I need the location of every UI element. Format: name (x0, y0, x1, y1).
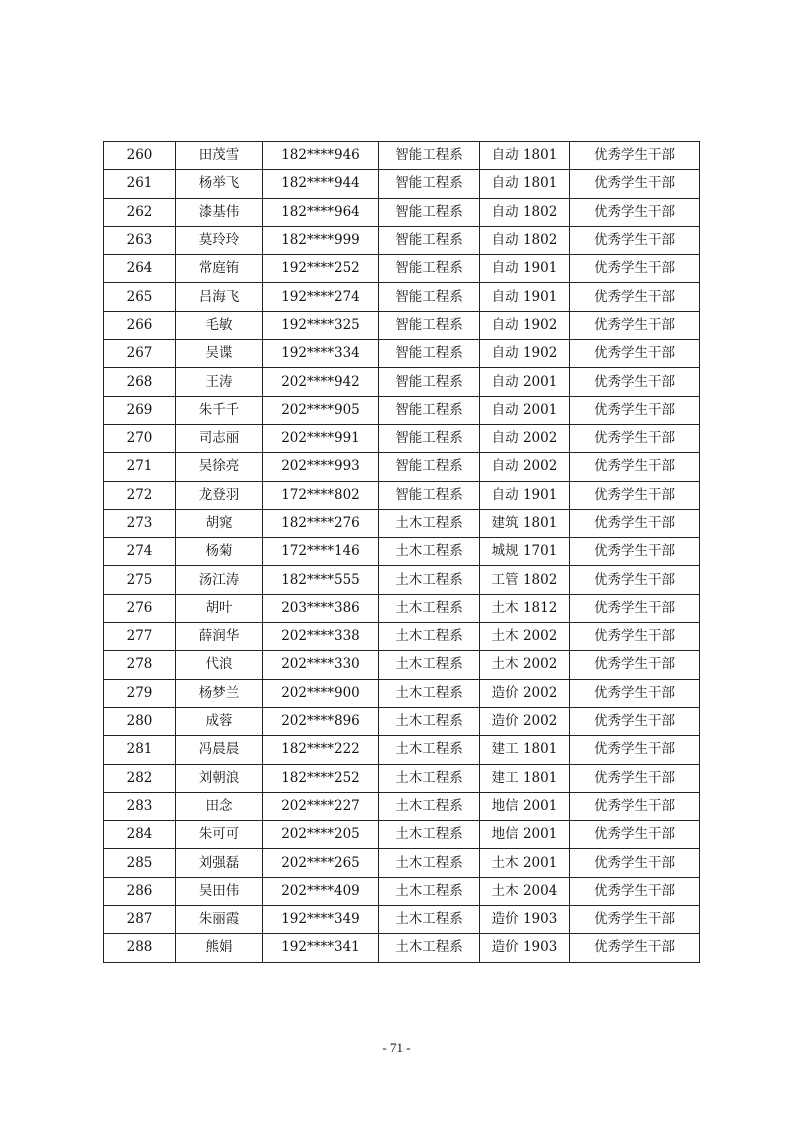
department-cell: 土木工程系 (379, 594, 480, 622)
index-cell: 276 (104, 594, 176, 622)
award-table (103, 141, 700, 963)
student-id-cell: 182****964 (263, 198, 379, 226)
award-cell: 优秀学生干部 (570, 453, 700, 481)
index-cell: 275 (104, 566, 176, 594)
student-id-cell: 182****276 (263, 509, 379, 537)
award-cell: 优秀学生干部 (570, 623, 700, 651)
table-row (104, 792, 700, 820)
student-id-cell: 202****265 (263, 849, 379, 877)
class-cell: 自动 2002 (480, 424, 570, 452)
index-cell: 260 (104, 142, 176, 170)
class-cell: 建筑 1801 (480, 509, 570, 537)
department-cell: 土木工程系 (379, 821, 480, 849)
name-cell: 漆基伟 (176, 198, 263, 226)
table-row (104, 906, 700, 934)
department-cell: 智能工程系 (379, 142, 480, 170)
department-cell: 土木工程系 (379, 679, 480, 707)
student-id-cell: 202****905 (263, 396, 379, 424)
department-cell: 土木工程系 (379, 849, 480, 877)
name-cell: 田茂雪 (176, 142, 263, 170)
name-cell: 代浪 (176, 651, 263, 679)
class-cell: 地信 2001 (480, 792, 570, 820)
class-cell: 土木 1812 (480, 594, 570, 622)
table-row (104, 226, 700, 254)
department-cell: 智能工程系 (379, 340, 480, 368)
class-cell: 建工 1801 (480, 764, 570, 792)
index-cell: 285 (104, 849, 176, 877)
student-id-cell: 182****555 (263, 566, 379, 594)
class-cell: 土木 2004 (480, 877, 570, 905)
student-id-cell: 202****896 (263, 707, 379, 735)
student-id-cell: 192****341 (263, 934, 379, 962)
name-cell: 刘强磊 (176, 849, 263, 877)
class-cell: 造价 2002 (480, 707, 570, 735)
award-cell: 优秀学生干部 (570, 906, 700, 934)
award-cell: 优秀学生干部 (570, 142, 700, 170)
table-row (104, 764, 700, 792)
index-cell: 277 (104, 623, 176, 651)
class-cell: 自动 1801 (480, 170, 570, 198)
award-cell: 优秀学生干部 (570, 509, 700, 537)
department-cell: 土木工程系 (379, 934, 480, 962)
table-row (104, 566, 700, 594)
table-body (104, 142, 700, 963)
department-cell: 智能工程系 (379, 170, 480, 198)
award-cell: 优秀学生干部 (570, 792, 700, 820)
class-cell: 自动 2001 (480, 368, 570, 396)
name-cell: 薛润华 (176, 623, 263, 651)
table-row (104, 198, 700, 226)
name-cell: 吕海飞 (176, 283, 263, 311)
index-cell: 284 (104, 821, 176, 849)
table-row (104, 170, 700, 198)
student-id-cell: 202****900 (263, 679, 379, 707)
index-cell: 274 (104, 538, 176, 566)
index-cell: 270 (104, 424, 176, 452)
name-cell: 莫玲玲 (176, 226, 263, 254)
student-id-cell: 192****325 (263, 311, 379, 339)
table-row (104, 283, 700, 311)
award-cell: 优秀学生干部 (570, 538, 700, 566)
name-cell: 刘朝浪 (176, 764, 263, 792)
award-cell: 优秀学生干部 (570, 255, 700, 283)
award-cell: 优秀学生干部 (570, 679, 700, 707)
department-cell: 土木工程系 (379, 764, 480, 792)
class-cell: 自动 1902 (480, 311, 570, 339)
name-cell: 毛敏 (176, 311, 263, 339)
index-cell: 287 (104, 906, 176, 934)
class-cell: 造价 1903 (480, 934, 570, 962)
department-cell: 土木工程系 (379, 566, 480, 594)
class-cell: 土木 2001 (480, 849, 570, 877)
index-cell: 288 (104, 934, 176, 962)
table-row (104, 396, 700, 424)
student-id-cell: 203****386 (263, 594, 379, 622)
index-cell: 286 (104, 877, 176, 905)
table-row (104, 651, 700, 679)
student-id-cell: 202****227 (263, 792, 379, 820)
award-cell: 优秀学生干部 (570, 170, 700, 198)
award-cell: 优秀学生干部 (570, 481, 700, 509)
index-cell: 283 (104, 792, 176, 820)
department-cell: 土木工程系 (379, 877, 480, 905)
department-cell: 智能工程系 (379, 255, 480, 283)
table-row (104, 934, 700, 962)
table-row (104, 877, 700, 905)
table-row (104, 340, 700, 368)
department-cell: 智能工程系 (379, 453, 480, 481)
name-cell: 胡叶 (176, 594, 263, 622)
award-cell: 优秀学生干部 (570, 424, 700, 452)
award-cell: 优秀学生干部 (570, 311, 700, 339)
class-cell: 自动 1901 (480, 255, 570, 283)
class-cell: 造价 1903 (480, 906, 570, 934)
department-cell: 智能工程系 (379, 311, 480, 339)
class-cell: 土木 2002 (480, 651, 570, 679)
table-row (104, 538, 700, 566)
index-cell: 265 (104, 283, 176, 311)
award-cell: 优秀学生干部 (570, 651, 700, 679)
student-id-cell: 202****330 (263, 651, 379, 679)
index-cell: 264 (104, 255, 176, 283)
student-id-cell: 182****999 (263, 226, 379, 254)
department-cell: 智能工程系 (379, 481, 480, 509)
award-cell: 优秀学生干部 (570, 198, 700, 226)
award-cell: 优秀学生干部 (570, 566, 700, 594)
name-cell: 冯晨晨 (176, 736, 263, 764)
student-id-cell: 172****802 (263, 481, 379, 509)
name-cell: 成蓉 (176, 707, 263, 735)
name-cell: 朱丽霞 (176, 906, 263, 934)
department-cell: 土木工程系 (379, 651, 480, 679)
index-cell: 273 (104, 509, 176, 537)
name-cell: 杨举飞 (176, 170, 263, 198)
award-cell: 优秀学生干部 (570, 736, 700, 764)
student-id-cell: 182****944 (263, 170, 379, 198)
class-cell: 自动 1802 (480, 226, 570, 254)
student-id-cell: 202****338 (263, 623, 379, 651)
class-cell: 城规 1701 (480, 538, 570, 566)
table-row (104, 368, 700, 396)
award-cell: 优秀学生干部 (570, 226, 700, 254)
student-id-cell: 182****946 (263, 142, 379, 170)
student-id-cell: 192****349 (263, 906, 379, 934)
class-cell: 自动 2001 (480, 396, 570, 424)
department-cell: 智能工程系 (379, 424, 480, 452)
name-cell: 吴谍 (176, 340, 263, 368)
department-cell: 智能工程系 (379, 368, 480, 396)
index-cell: 261 (104, 170, 176, 198)
index-cell: 271 (104, 453, 176, 481)
table-row (104, 849, 700, 877)
name-cell: 王涛 (176, 368, 263, 396)
table-row (104, 424, 700, 452)
table-row (104, 679, 700, 707)
award-cell: 优秀学生干部 (570, 849, 700, 877)
table-row (104, 481, 700, 509)
class-cell: 土木 2002 (480, 623, 570, 651)
department-cell: 土木工程系 (379, 792, 480, 820)
department-cell: 土木工程系 (379, 906, 480, 934)
department-cell: 智能工程系 (379, 226, 480, 254)
student-id-cell: 192****274 (263, 283, 379, 311)
index-cell: 282 (104, 764, 176, 792)
table-row (104, 821, 700, 849)
department-cell: 土木工程系 (379, 623, 480, 651)
student-id-cell: 202****942 (263, 368, 379, 396)
table-row (104, 142, 700, 170)
class-cell: 建工 1801 (480, 736, 570, 764)
class-cell: 自动 2002 (480, 453, 570, 481)
table-row (104, 255, 700, 283)
name-cell: 司志丽 (176, 424, 263, 452)
award-cell: 优秀学生干部 (570, 340, 700, 368)
department-cell: 土木工程系 (379, 509, 480, 537)
name-cell: 杨梦兰 (176, 679, 263, 707)
class-cell: 自动 1901 (480, 481, 570, 509)
table-row (104, 736, 700, 764)
department-cell: 智能工程系 (379, 283, 480, 311)
index-cell: 281 (104, 736, 176, 764)
index-cell: 263 (104, 226, 176, 254)
award-cell: 优秀学生干部 (570, 368, 700, 396)
table-row (104, 453, 700, 481)
index-cell: 280 (104, 707, 176, 735)
student-id-cell: 182****252 (263, 764, 379, 792)
class-cell: 造价 2002 (480, 679, 570, 707)
table-row (104, 623, 700, 651)
index-cell: 272 (104, 481, 176, 509)
class-cell: 自动 1902 (480, 340, 570, 368)
class-cell: 自动 1802 (480, 198, 570, 226)
index-cell: 269 (104, 396, 176, 424)
name-cell: 田念 (176, 792, 263, 820)
name-cell: 汤江涛 (176, 566, 263, 594)
table-row (104, 311, 700, 339)
student-id-cell: 192****252 (263, 255, 379, 283)
name-cell: 吴徐亮 (176, 453, 263, 481)
page-number: - 71 - (382, 1040, 411, 1055)
table-row (104, 594, 700, 622)
index-cell: 266 (104, 311, 176, 339)
student-id-cell: 202****991 (263, 424, 379, 452)
name-cell: 朱可可 (176, 821, 263, 849)
name-cell: 熊娟 (176, 934, 263, 962)
index-cell: 267 (104, 340, 176, 368)
class-cell: 自动 1801 (480, 142, 570, 170)
award-cell: 优秀学生干部 (570, 594, 700, 622)
table-row (104, 509, 700, 537)
index-cell: 268 (104, 368, 176, 396)
name-cell: 吴田伟 (176, 877, 263, 905)
student-id-cell: 182****222 (263, 736, 379, 764)
award-cell: 优秀学生干部 (570, 283, 700, 311)
table-row (104, 707, 700, 735)
name-cell: 胡窕 (176, 509, 263, 537)
department-cell: 土木工程系 (379, 538, 480, 566)
index-cell: 279 (104, 679, 176, 707)
name-cell: 常庭铕 (176, 255, 263, 283)
award-cell: 优秀学生干部 (570, 877, 700, 905)
class-cell: 自动 1901 (480, 283, 570, 311)
student-id-cell: 202****993 (263, 453, 379, 481)
index-cell: 278 (104, 651, 176, 679)
student-id-cell: 172****146 (263, 538, 379, 566)
student-id-cell: 192****334 (263, 340, 379, 368)
student-id-cell: 202****409 (263, 877, 379, 905)
award-cell: 优秀学生干部 (570, 934, 700, 962)
name-cell: 龙登羽 (176, 481, 263, 509)
department-cell: 智能工程系 (379, 198, 480, 226)
class-cell: 地信 2001 (480, 821, 570, 849)
index-cell: 262 (104, 198, 176, 226)
award-cell: 优秀学生干部 (570, 707, 700, 735)
award-cell: 优秀学生干部 (570, 764, 700, 792)
award-cell: 优秀学生干部 (570, 396, 700, 424)
award-cell: 优秀学生干部 (570, 821, 700, 849)
name-cell: 杨菊 (176, 538, 263, 566)
department-cell: 智能工程系 (379, 396, 480, 424)
department-cell: 土木工程系 (379, 707, 480, 735)
class-cell: 工管 1802 (480, 566, 570, 594)
name-cell: 朱千千 (176, 396, 263, 424)
department-cell: 土木工程系 (379, 736, 480, 764)
student-id-cell: 202****205 (263, 821, 379, 849)
